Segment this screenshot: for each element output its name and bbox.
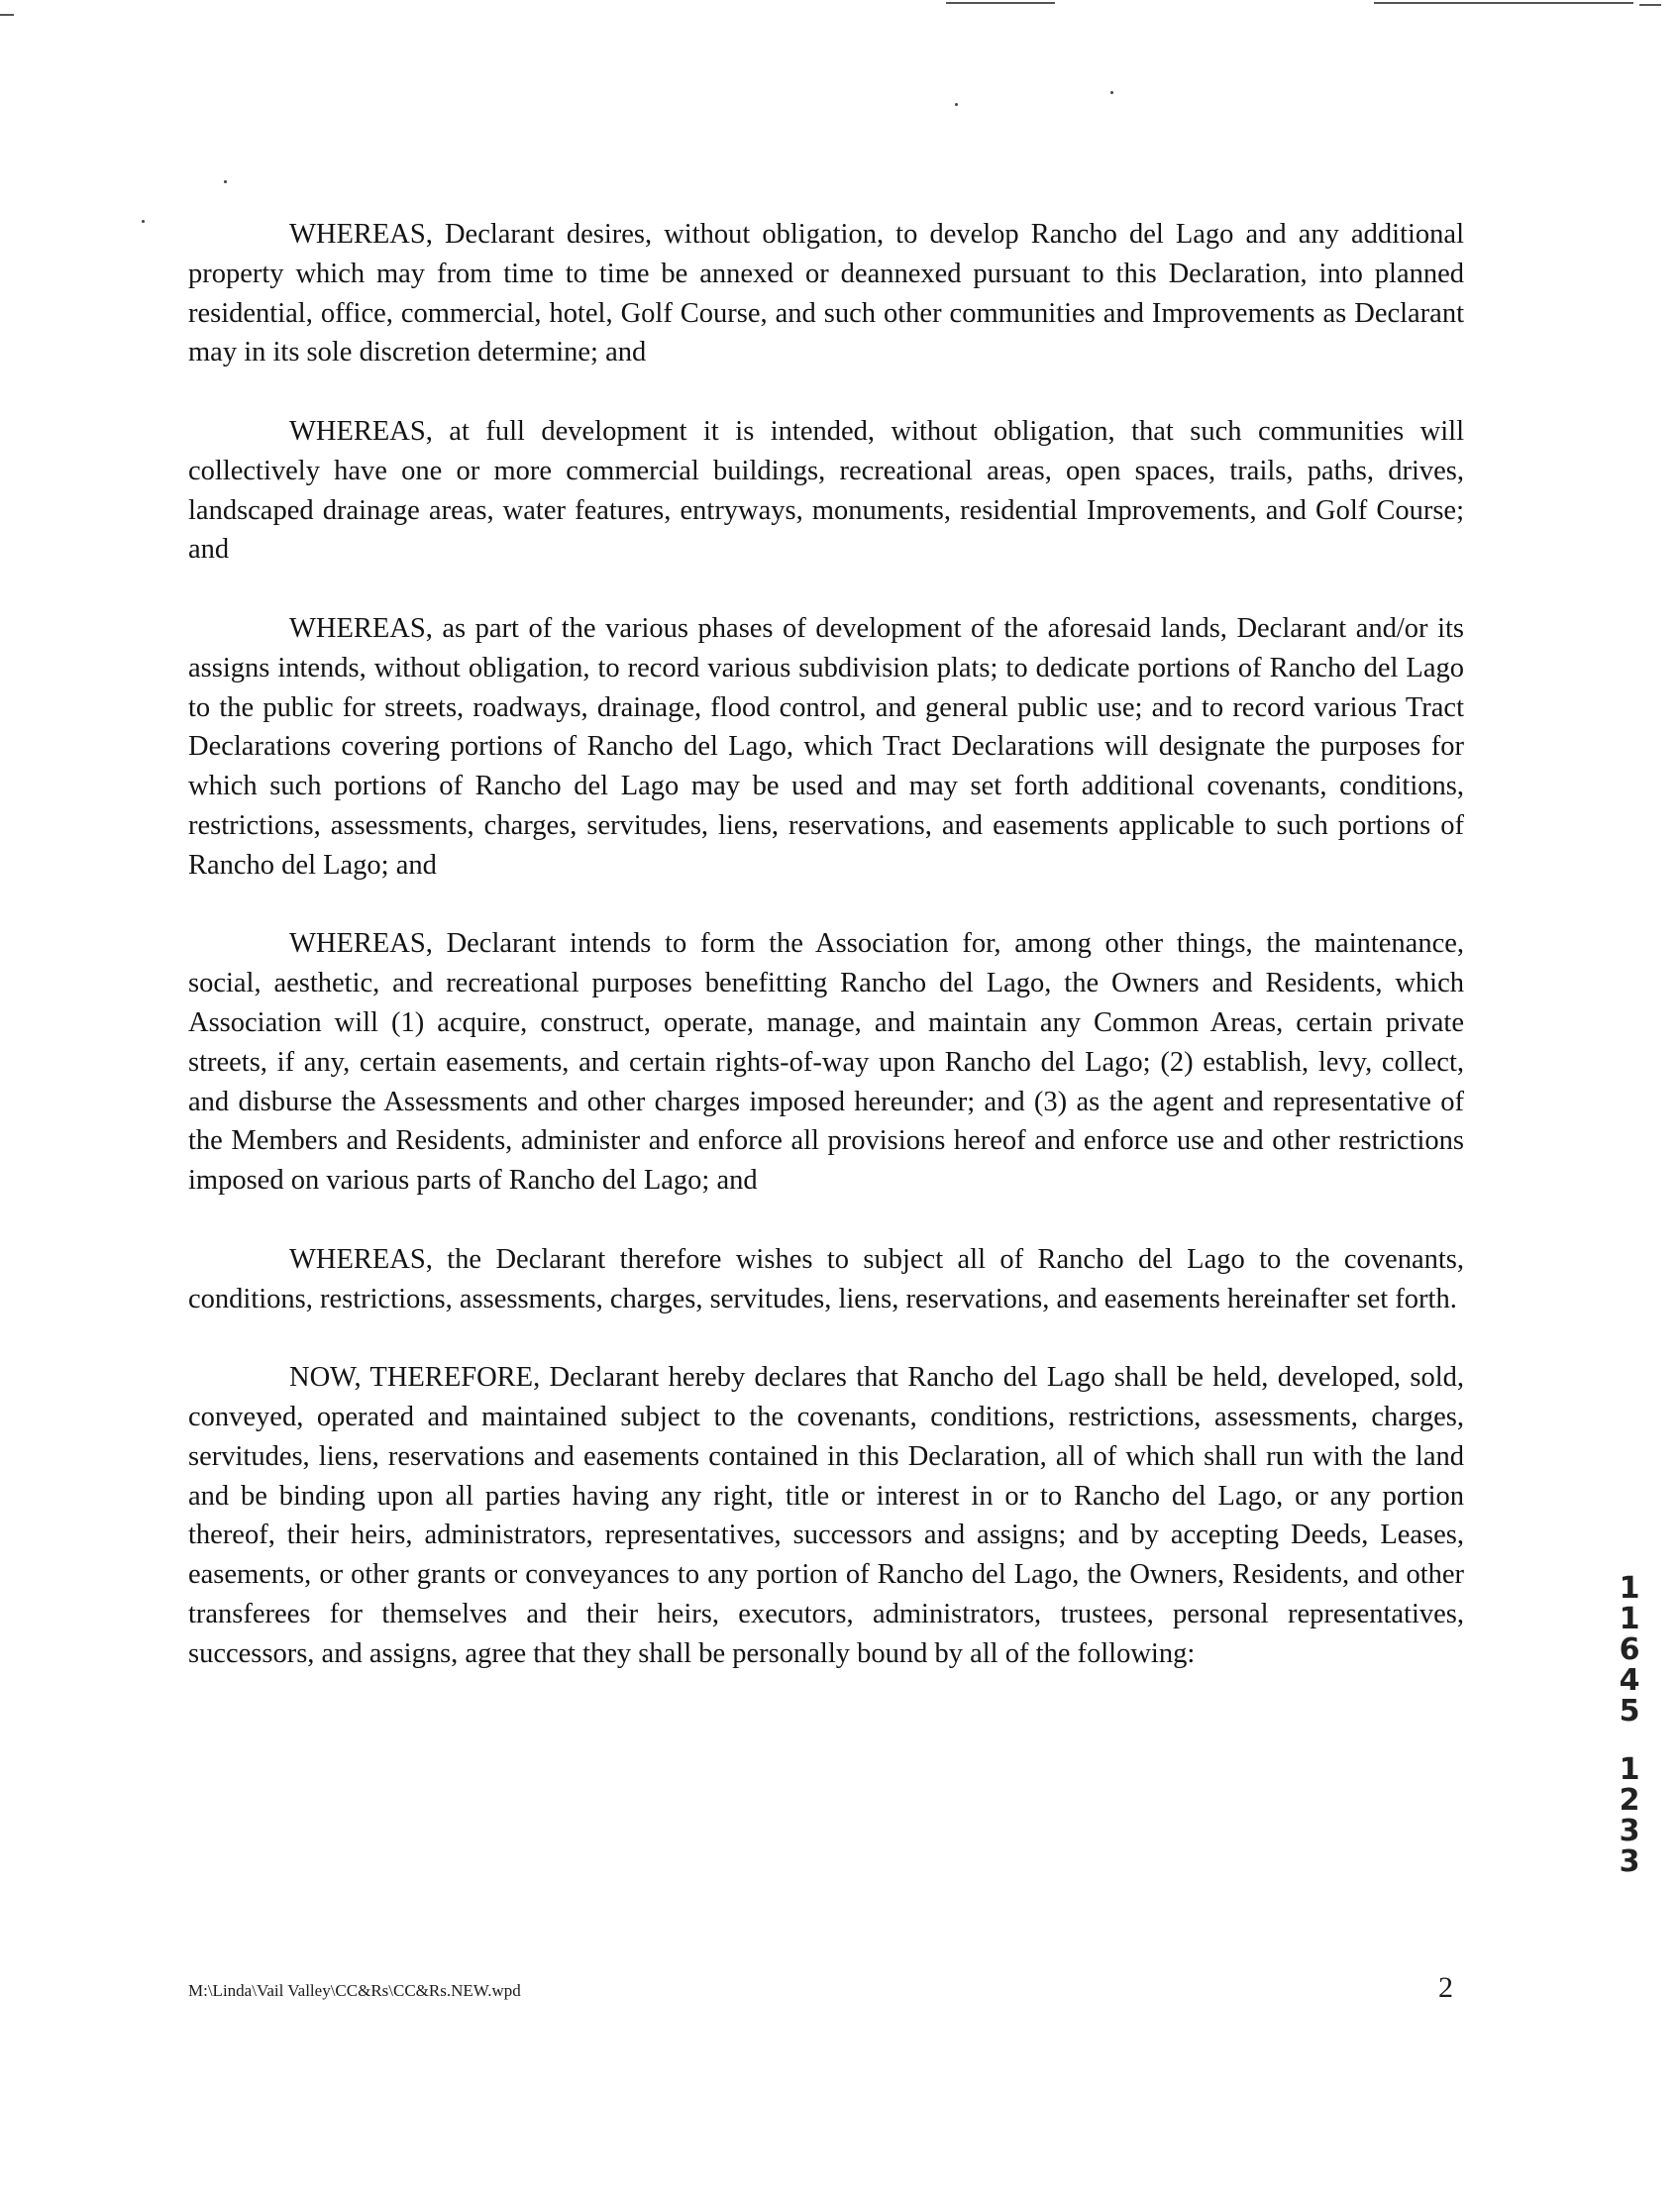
stamp-digit: 4 — [1619, 1663, 1640, 1698]
declaration-paragraph: NOW, THEREFORE, Declarant hereby declares that Rancho del Lago shall be held, developed, sold, conveyed, operated and maintained subject to the covenants, conditions, restrictions, assessments, charges, servitudes, liens, reservations and easements contained in this Declaration, all of which shall run with the land and be binding upon all parties having any right, title or interest in or to Rancho del Lago, or any portion thereof, their heirs, administrators, representatives, successors and assigns; and by accepting Deeds, Leases, easements, or other grants or conveyances to any portion of Rancho del Lago, the Owners, Residents, and other transferees for themselves and their heirs, executors, administrators, trustees, personal representatives, successors, and assigns, agree that they shall be personally bound by all of the following: — [188, 1362, 1464, 1669]
stamp-digit: 5 — [1619, 1694, 1640, 1729]
stamp-gap — [1615, 1727, 1644, 1754]
recital-paragraph: WHEREAS, at full development it is intended, without obligation, that such communities will collectively have one or more commercial buildings, recreational areas, open spaces, trails, paths, drives, landscaped drainage areas, water features, entryways, monuments, residential Improvements, and Golf Course; and — [188, 415, 1464, 566]
page-number: 2 — [1438, 1971, 1453, 2004]
recital-paragraph: WHEREAS, Declarant desires, without obligation, to develop Rancho del Lago and any additional property which may from time to time be annexed or deannexed pursuant to this Declaration, into planned residential, office, commercial, hotel, Golf Course, and such other communities and Improvements as Declarant may in its sole discretion determine; and — [188, 219, 1464, 368]
recording-stamp — [1615, 1573, 1644, 1877]
scan-speck — [142, 220, 145, 223]
scan-edge-line — [946, 2, 1055, 4]
stamp-digit: 1 — [1619, 1752, 1640, 1787]
stamp-digit: 1 — [1619, 1602, 1640, 1636]
scan-edge-line — [1374, 2, 1633, 4]
recital-paragraph: WHEREAS, the Declarant therefore wishes to subject all of Rancho del Lago to the covenants, conditions, restrictions, assessments, charges, servitudes, liens, reservations, and easements hereinafter set forth. — [188, 1243, 1464, 1314]
stamp-digit: 3 — [1619, 1844, 1640, 1879]
scan-speck — [1110, 91, 1113, 94]
footer-file-path: M:\Linda\Vail Valley\CC&Rs\CC&Rs.NEW.wpd — [188, 1981, 521, 2000]
scan-edge-line — [0, 14, 14, 16]
document-body — [188, 215, 1464, 1673]
stamp-digit: 1 — [1619, 1571, 1640, 1606]
recital-paragraph: WHEREAS, as part of the various phases of development of the aforesaid lands, Declarant and/or its assigns intends, without obligation, to record various subdivision plats; to dedicate portions of Rancho del Lago to the public for streets, roadways, drainage, flood control, and general public use; and to record various Tract Declarations covering portions of Rancho del Lago, which Tract Declarations will designate the purposes for which such portions of Rancho del Lago may be used and may set forth additional covenants, conditions, restrictions, assessments, charges, servitudes, liens, reservations, and easements applicable to such portions of Rancho del Lago; and — [188, 612, 1464, 881]
scan-speck — [955, 103, 958, 106]
scan-edge-line — [1639, 4, 1661, 6]
stamp-digit: 2 — [1619, 1783, 1640, 1818]
scan-speck — [224, 180, 227, 183]
stamp-digit: 6 — [1619, 1632, 1640, 1667]
stamp-digit: 3 — [1619, 1814, 1640, 1848]
recital-paragraph: WHEREAS, Declarant intends to form the Association for, among other things, the maintenance, social, aesthetic, and recreational purposes benefitting Rancho del Lago, the Owners and Residents, which Association will (1) acquire, construct, operate, manage, and maintain any Common Areas, certain private streets, if any, certain easements, and certain rights-of-way upon Rancho del Lago; (2) establish, levy, collect, and disburse the Assessments and other charges imposed hereunder; and (3) as the agent and representative of the Members and Residents, administer and enforce all provisions hereof and enforce use and other restrictions imposed on various parts of Rancho del Lago; and — [188, 928, 1464, 1197]
